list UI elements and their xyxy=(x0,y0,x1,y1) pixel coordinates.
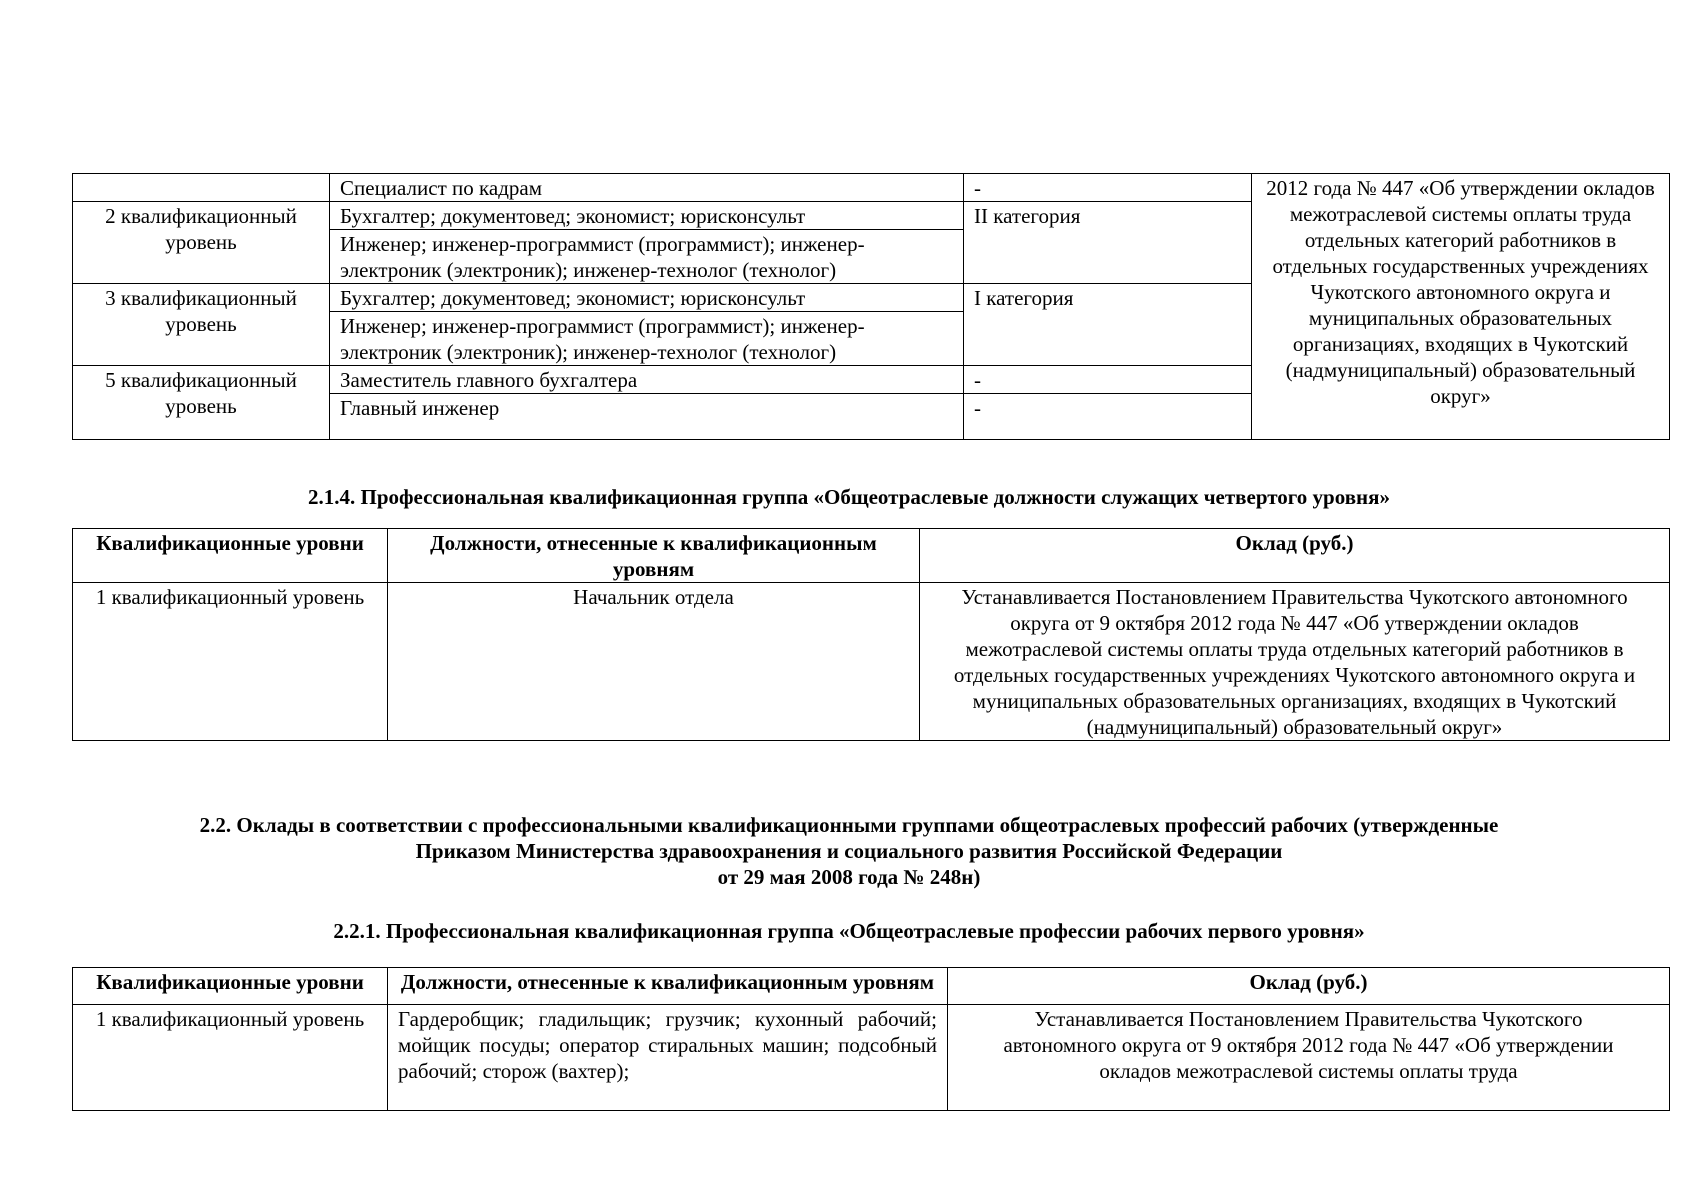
level-cell: 1 квалификационный уровень xyxy=(73,1005,388,1111)
heading-line: 2.2. Оклады в соответствии с профессиональными квалификационными группами общеотраслевых профессий рабочих (утвержденные xyxy=(199,813,1499,837)
table-row xyxy=(73,1005,1670,1111)
position-cell: Инженер; инженер-программист (программист); инженер-электроник (электроник); инженер-технолог (технолог) xyxy=(330,230,964,284)
category-cell: - xyxy=(964,394,1252,440)
section-heading-2-1-4: 2.1.4. Профессиональная квалификационная группа «Общеотраслевые должности служащих четвертого уровня» xyxy=(307,485,1391,509)
level-cell: 1 квалификационный уровень xyxy=(73,583,388,741)
level-cell xyxy=(73,174,330,202)
column-header-positions: Должности, отнесенные к квалификационным уровням xyxy=(388,968,948,1005)
position-cell: Бухгалтер; документовед; экономист; юрисконсульт xyxy=(330,284,964,312)
position-cell: Гардеробщик; гладильщик; грузчик; кухонный рабочий; мойщик посуды; оператор стиральных машин; подсобный рабочий; сторож (вахтер); xyxy=(388,1005,948,1111)
category-cell: - xyxy=(964,174,1252,202)
table-row xyxy=(73,174,1670,202)
category-cell: II категория xyxy=(964,202,1252,284)
position-cell: Главный инженер xyxy=(330,394,964,440)
level-cell: 3 квалификационный уровень xyxy=(73,284,330,366)
column-header-positions: Должности, отнесенные к квалификационным уровням xyxy=(388,529,920,583)
section-heading-2-2 xyxy=(0,812,1698,890)
position-cell: Специалист по кадрам xyxy=(330,174,964,202)
salary-cell: Устанавливается Постановлением Правительства Чукотского автономного округа от 9 октября 2012 года № 447 «Об утверждении окладов межотраслевой системы оплаты труда отдельных категорий работников в отдельных государственных учреждениях Чукотского автономного округа и муниципальных образовательных организациях, входящих в Чукотский (надмуниципальный) образовательный округ» xyxy=(920,583,1670,741)
position-cell: Заместитель главного бухгалтера xyxy=(330,366,964,394)
heading-line: Приказом Министерства здравоохранения и социального развития Российской Федерации xyxy=(415,839,1283,863)
position-cell: Бухгалтер; документовед; экономист; юрисконсульт xyxy=(330,202,964,230)
qualification-table-2-1-4 xyxy=(72,528,1670,741)
heading-line: от 29 мая 2008 года № 248н) xyxy=(717,865,981,889)
level-cell: 5 квалификационный уровень xyxy=(73,366,330,440)
salary-cell: Устанавливается Постановлением Правительства Чукотского автономного округа от 9 октября 2012 года № 447 «Об утверждении окладов межотраслевой системы оплаты труда xyxy=(948,1005,1670,1111)
qualification-table-continued xyxy=(72,173,1670,440)
category-cell: - xyxy=(964,366,1252,394)
salary-cell: 2012 года № 447 «Об утверждении окладов межотраслевой системы оплаты труда отдельных категорий работников в отдельных государственных учреждениях Чукотского автономного округа и муниципальных образовательных организациях, входящих в Чукотский (надмуниципальный) образовательный округ» xyxy=(1252,174,1670,440)
section-heading-2-2-1: 2.2.1. Профессиональная квалификационная группа «Общеотраслевые профессии рабочих первого уровня» xyxy=(333,919,1365,943)
column-header-levels: Квалификационные уровни xyxy=(73,529,388,583)
category-cell: I категория xyxy=(964,284,1252,366)
column-header-levels: Квалификационные уровни xyxy=(73,968,388,1005)
table-header-row xyxy=(73,968,1670,1005)
qualification-table-2-2-1 xyxy=(72,967,1670,1111)
table-row xyxy=(73,583,1670,741)
position-cell: Начальник отдела xyxy=(388,583,920,741)
position-cell: Инженер; инженер-программист (программист); инженер-электроник (электроник); инженер-технолог (технолог) xyxy=(330,312,964,366)
level-cell: 2 квалификационный уровень xyxy=(73,202,330,284)
table-header-row xyxy=(73,529,1670,583)
column-header-salary: Оклад (руб.) xyxy=(948,968,1670,1005)
column-header-salary: Оклад (руб.) xyxy=(920,529,1670,583)
